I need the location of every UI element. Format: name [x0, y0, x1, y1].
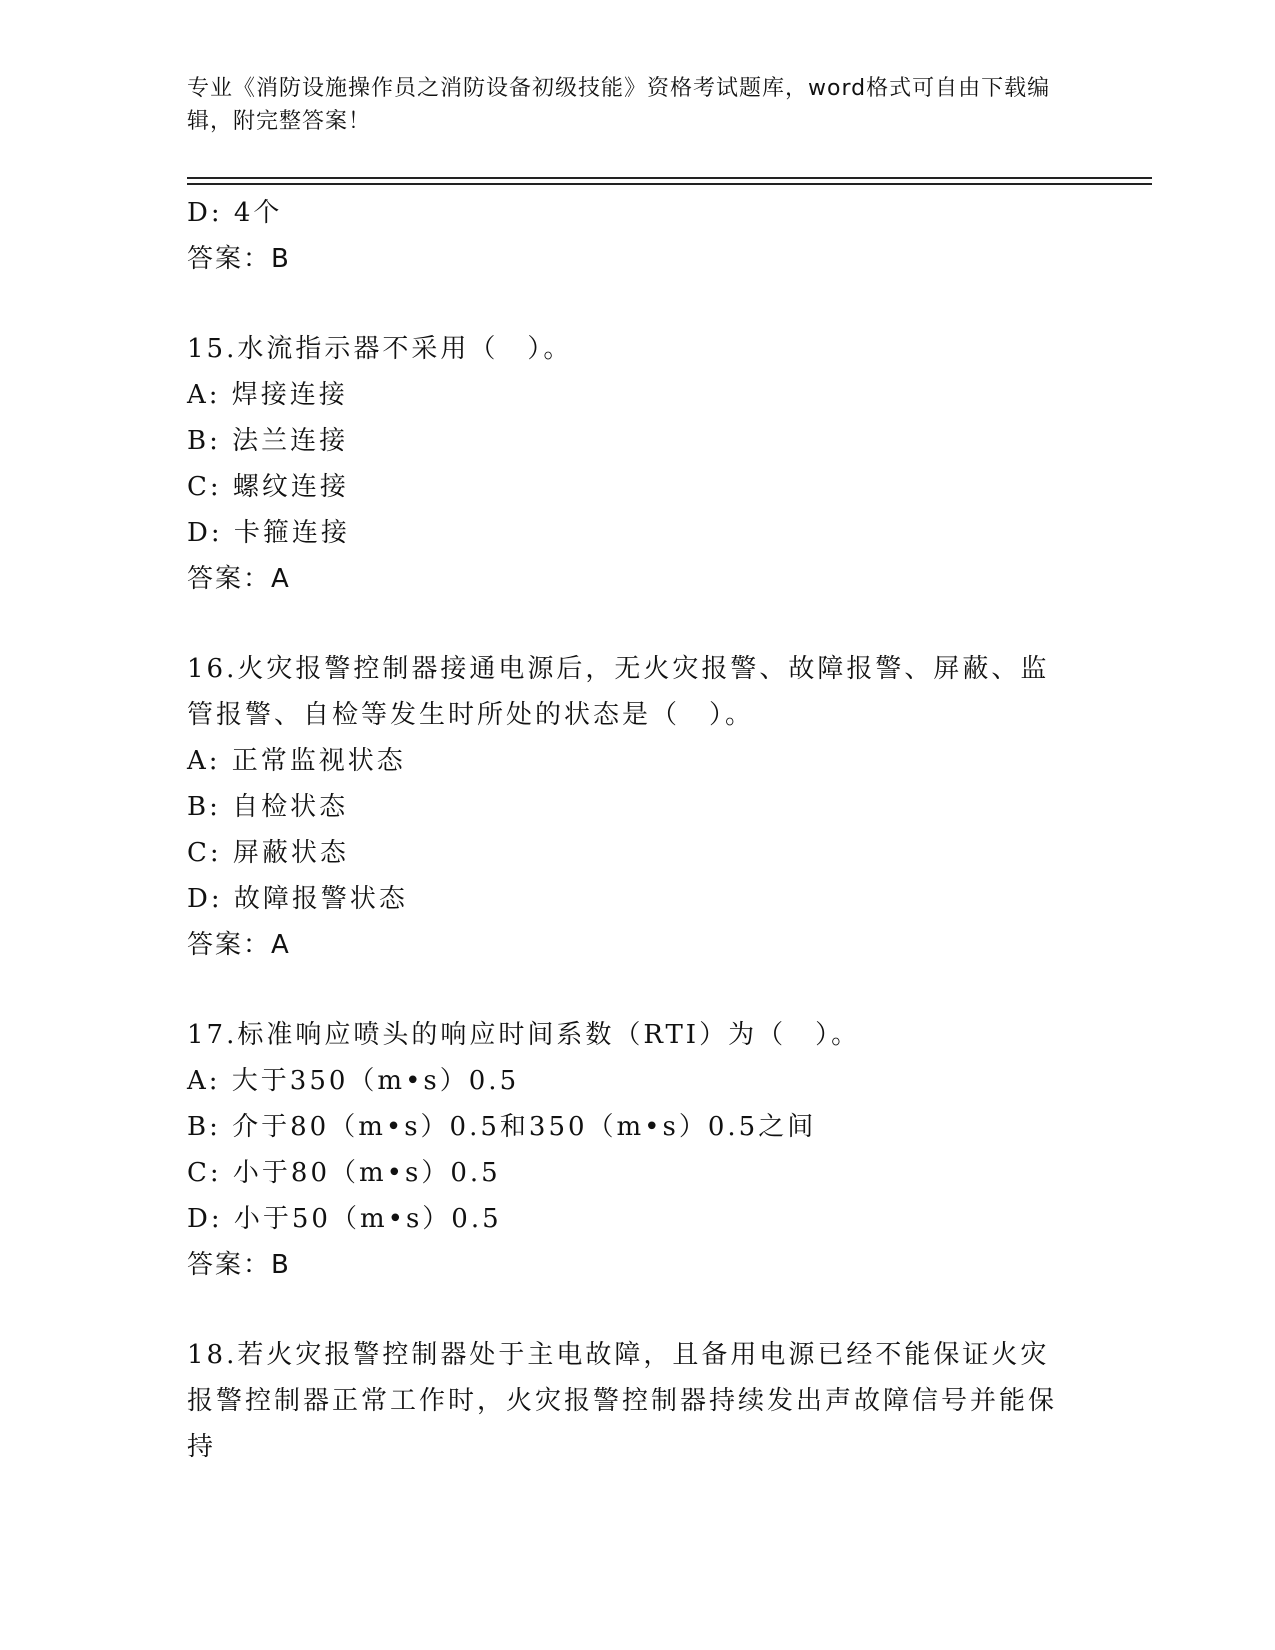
question-16	[187, 646, 1087, 968]
answer: 答案：A	[187, 564, 291, 594]
option-d: D: 小于50（m•s）0.5	[187, 1204, 502, 1234]
option-a: A: 焊接连接	[187, 380, 348, 410]
option-c: C: 螺纹连接	[187, 472, 349, 502]
answer: 答案：B	[187, 1250, 291, 1280]
page-header: 专业《消防设施操作员之消防设备初级技能》资格考试题库，word格式可自由下载编辑，附完整答案！	[187, 76, 1051, 134]
question-stem: 16.火灾报警控制器接通电源后，无火灾报警、故障报警、屏蔽、监管报警、自检等发生时所处的状态是（ ）。	[187, 654, 1050, 730]
header-rule-bottom	[187, 183, 1152, 185]
option-a: A: 大于350（m•s）0.5	[187, 1066, 520, 1096]
question-content	[187, 190, 1087, 1470]
option-b: B: 法兰连接	[187, 426, 349, 456]
spacer	[187, 968, 1087, 1012]
option-b: B: 介于80（m•s）0.5和350（m•s）0.5之间	[187, 1112, 817, 1142]
option-b: B: 自检状态	[187, 792, 349, 822]
prev-answer: 答案：B	[187, 244, 291, 274]
option-c: C: 屏蔽状态	[187, 838, 349, 868]
question-stem: 18.若火灾报警控制器处于主电故障，且备用电源已经不能保证火灾报警控制器正常工作时，火灾报警控制器持续发出声故障信号并能保持	[187, 1340, 1058, 1462]
prev-option-d: D: 4个	[187, 198, 283, 228]
option-d: D: 卡箍连接	[187, 518, 350, 548]
spacer	[187, 282, 1087, 326]
option-a: A: 正常监视状态	[187, 746, 406, 776]
option-d: D: 故障报警状态	[187, 884, 408, 914]
answer: 答案：A	[187, 930, 291, 960]
question-17	[187, 1012, 1087, 1288]
header-rule-top	[187, 177, 1152, 179]
question-stem: 15.水流指示器不采用（ ）。	[187, 334, 573, 364]
spacer	[187, 602, 1087, 646]
question-18	[187, 1332, 1087, 1470]
option-c: C: 小于80（m•s）0.5	[187, 1158, 501, 1188]
question-stem: 17.标准响应喷头的响应时间系数（RTI）为（ ）。	[187, 1020, 861, 1050]
question-15	[187, 326, 1087, 602]
spacer	[187, 1288, 1087, 1332]
